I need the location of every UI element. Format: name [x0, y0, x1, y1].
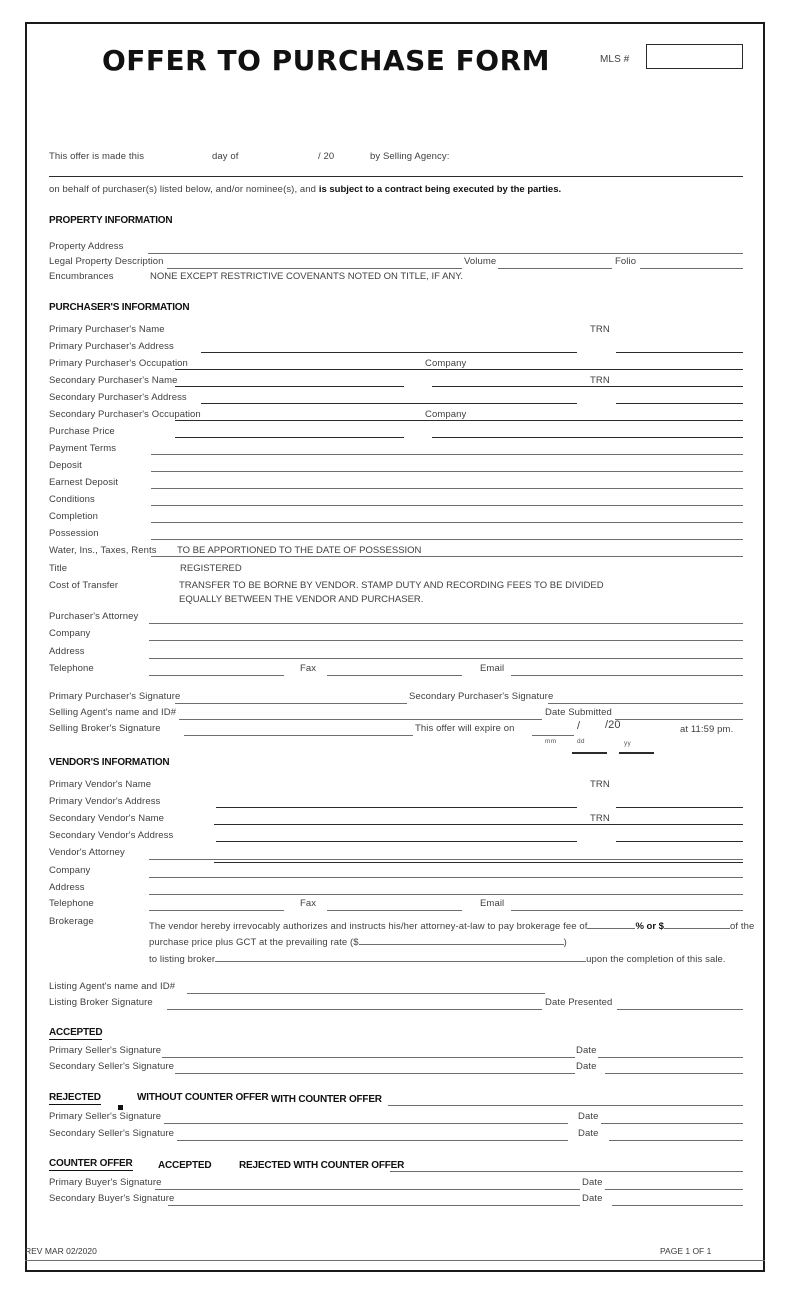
brokerage-text-2a: purchase price plus GCT at the prevailing rate ($ — [149, 937, 359, 948]
deposit-input[interactable] — [151, 488, 743, 489]
rejected-secondary-date-input[interactable] — [609, 1140, 743, 1141]
rejected-primary-date-input[interactable] — [601, 1123, 743, 1124]
purchaser-attorney-label: Purchaser's Attorney — [49, 611, 139, 622]
year-label: / 20 — [318, 151, 335, 162]
selling-broker-signature-label: Selling Broker's Signature — [49, 723, 161, 734]
brokerage-text-2b: ) — [563, 937, 567, 948]
primary-vendor-address-input[interactable] — [214, 824, 743, 825]
with-counter-offer-label[interactable]: WITH COUNTER OFFER — [271, 1094, 382, 1105]
expire-mm-hint: mm — [545, 738, 557, 745]
brokerage-fee-amount-input[interactable] — [664, 928, 730, 929]
counter-offer-rejected-label[interactable]: REJECTED WITH COUNTER OFFER — [239, 1160, 405, 1171]
mls-input[interactable] — [646, 44, 743, 69]
secondary-purchaser-occupation-label: Secondary Purchaser's Occupation — [49, 409, 201, 420]
completion-label: Completion — [49, 511, 99, 522]
brokerage-clause-line3 — [149, 949, 726, 967]
folio-input[interactable] — [640, 268, 743, 269]
vendor-email-input[interactable] — [511, 910, 743, 911]
legal-description-label: Legal Property Description — [49, 256, 164, 267]
primary-purchaser-company-input[interactable] — [432, 386, 743, 387]
vendor-fax-label: Fax — [300, 898, 317, 909]
secondary-purchaser-trn-label: TRN — [590, 375, 610, 386]
vendor-information-heading: VENDOR'S INFORMATION — [49, 757, 170, 768]
date-presented-label: Date Presented — [545, 997, 613, 1008]
water-taxes-value: TO BE APPORTIONED TO THE DATE OF POSSESSION — [177, 545, 422, 556]
deposit-label: Deposit — [49, 460, 82, 471]
selling-agent-input[interactable] — [179, 719, 542, 720]
title-label: Title — [49, 563, 68, 574]
secondary-vendor-trn-label: TRN — [590, 813, 610, 824]
brokerage-text-3a: to listing broker — [149, 954, 216, 965]
secondary-purchaser-signature-input[interactable] — [548, 703, 743, 704]
purchaser-fax-label: Fax — [300, 663, 317, 674]
conditions-label: Conditions — [49, 494, 95, 505]
listing-broker-signature-label: Listing Broker Signature — [49, 997, 153, 1008]
brokerage-gct-input[interactable] — [359, 944, 564, 945]
counter-primary-buyer-signature-label: Primary Buyer's Signature — [49, 1177, 162, 1188]
property-address-label: Property Address — [49, 241, 124, 252]
folio-label: Folio — [615, 256, 637, 267]
purchaser-address-input[interactable] — [149, 658, 743, 659]
vendor-email-label: Email — [480, 898, 505, 909]
brokerage-text-1a: The vendor hereby irrevocably authorizes and instructs his/her attorney-at-law to pay brokerage fee of — [149, 921, 588, 932]
brokerage-clause-line2 — [149, 932, 567, 950]
accepted-heading: ACCEPTED — [49, 1027, 103, 1038]
completion-input[interactable] — [151, 539, 743, 540]
secondary-vendor-name-label: Secondary Vendor's Name — [49, 813, 165, 824]
purchaser-information-heading: PURCHASER'S INFORMATION — [49, 302, 190, 313]
encumbrances-label: Encumbrances — [49, 271, 114, 282]
listing-agent-label: Listing Agent's name and ID# — [49, 981, 176, 992]
purchaser-email-label: Email — [480, 663, 505, 674]
primary-purchaser-occupation-label: Primary Purchaser's Occupation — [49, 358, 188, 369]
counter-offer-input[interactable] — [390, 1171, 743, 1172]
purchaser-company-input[interactable] — [149, 640, 743, 641]
counter-secondary-date-label: Date — [582, 1193, 603, 1204]
rejected-secondary-date-label: Date — [578, 1128, 599, 1139]
secondary-purchaser-signature-label: Secondary Purchaser's Signature — [409, 691, 554, 702]
vendor-company-label: Company — [49, 865, 91, 876]
secondary-purchaser-company-label: Company — [425, 409, 467, 420]
mls-label: MLS # — [600, 54, 630, 65]
brokerage-text-1b: % or $ — [635, 921, 664, 932]
listing-broker-name-input[interactable] — [215, 961, 586, 962]
rejected-primary-date-label: Date — [578, 1111, 599, 1122]
offer-made-label: This offer is made this — [49, 151, 145, 162]
property-address-input[interactable] — [148, 253, 743, 254]
primary-purchaser-company-label: Company — [425, 358, 467, 369]
accepted-primary-date-input[interactable] — [598, 1057, 743, 1058]
counter-secondary-buyer-signature-input[interactable] — [168, 1205, 580, 1206]
footer-rule — [25, 1260, 765, 1261]
water-taxes-label: Water, Ins., Taxes, Rents — [49, 545, 157, 556]
payment-terms-label: Payment Terms — [49, 443, 117, 454]
vendor-address-label: Address — [49, 882, 85, 893]
rejected-heading: REJECTED — [49, 1092, 101, 1103]
cost-of-transfer-value-line2: EQUALLY BETWEEN THE VENDOR AND PURCHASER. — [179, 594, 424, 605]
accepted-secondary-seller-signature-label: Secondary Seller's Signature — [49, 1061, 175, 1072]
cost-of-transfer-label: Cost of Transfer — [49, 580, 119, 591]
selling-agency-rule[interactable] — [49, 176, 743, 177]
secondary-vendor-address-input[interactable] — [214, 862, 743, 863]
primary-purchaser-name-label: Primary Purchaser's Name — [49, 324, 165, 335]
cost-of-transfer-value-line1: TRANSFER TO BE BORNE BY VENDOR. STAMP DUTY AND RECORDING FEES TO BE DIVIDED — [179, 580, 604, 591]
secondary-purchaser-company-input[interactable] — [432, 437, 743, 438]
vendor-telephone-input[interactable] — [149, 910, 284, 911]
purchaser-email-input[interactable] — [511, 675, 743, 676]
footer-revision: REV MAR 02/2020 — [25, 1246, 97, 1256]
secondary-vendor-trn-input[interactable] — [616, 841, 743, 842]
primary-purchaser-address-label: Primary Purchaser's Address — [49, 341, 174, 352]
counter-primary-date-input[interactable] — [605, 1189, 743, 1190]
accepted-primary-date-label: Date — [576, 1045, 597, 1056]
primary-purchaser-trn-label: TRN — [590, 324, 610, 335]
counter-primary-date-label: Date — [582, 1177, 603, 1188]
primary-vendor-address-label: Primary Vendor's Address — [49, 796, 161, 807]
accepted-primary-seller-signature-label: Primary Seller's Signature — [49, 1045, 162, 1056]
accepted-primary-seller-signature-input[interactable] — [162, 1057, 575, 1058]
secondary-purchaser-occupation-input[interactable] — [175, 437, 404, 438]
expire-yy-input[interactable] — [619, 752, 654, 754]
purchaser-attorney-input[interactable] — [149, 623, 743, 624]
with-counter-offer-input[interactable] — [388, 1105, 743, 1106]
earnest-deposit-input[interactable] — [151, 505, 743, 506]
listing-agent-input[interactable] — [187, 993, 545, 994]
expire-dd-input[interactable] — [572, 752, 607, 754]
vendor-address-input[interactable] — [149, 894, 743, 895]
secondary-purchaser-name-input[interactable] — [201, 403, 577, 404]
date-presented-input[interactable] — [617, 1009, 743, 1010]
encumbrances-value: NONE EXCEPT RESTRICTIVE COVENANTS NOTED ON TITLE, IF ANY. — [150, 271, 464, 282]
expire-yy-hint: yy — [624, 740, 632, 747]
counter-primary-buyer-signature-input[interactable] — [155, 1189, 580, 1190]
expire-slash-1: / — [577, 720, 581, 732]
selling-agent-label: Selling Agent's name and ID# — [49, 707, 177, 718]
possession-label: Possession — [49, 528, 99, 539]
secondary-vendor-address-label: Secondary Vendor's Address — [49, 830, 174, 841]
counter-secondary-date-input[interactable] — [612, 1205, 743, 1206]
primary-vendor-name-label: Primary Vendor's Name — [49, 779, 152, 790]
primary-vendor-trn-input[interactable] — [616, 807, 743, 808]
title-value: REGISTERED — [180, 563, 242, 574]
secondary-purchaser-trn-input[interactable] — [616, 403, 743, 404]
primary-purchaser-occupation-input[interactable] — [175, 386, 404, 387]
purchaser-telephone-input[interactable] — [149, 675, 284, 676]
conditions-input[interactable] — [151, 522, 743, 523]
expire-time-label: at 11:59 pm. — [680, 724, 734, 735]
listing-broker-signature-input[interactable] — [167, 1009, 542, 1010]
primary-vendor-name-input[interactable] — [216, 807, 577, 808]
selling-broker-signature-input[interactable] — [184, 735, 413, 736]
brokerage-fee-percent-input[interactable] — [587, 928, 635, 929]
legal-description-input[interactable] — [167, 268, 462, 269]
purchase-price-input[interactable] — [151, 454, 743, 455]
primary-vendor-trn-label: TRN — [590, 779, 610, 790]
footer-page-number: PAGE 1 OF 1 — [660, 1246, 712, 1256]
payment-terms-input[interactable] — [151, 471, 743, 472]
expire-year-prefix: /20 — [605, 719, 621, 731]
selling-agency-label: by Selling Agency: — [370, 151, 450, 162]
secondary-purchaser-address-label: Secondary Purchaser's Address — [49, 392, 187, 403]
date-submitted-input[interactable] — [615, 719, 743, 720]
secondary-purchaser-name-label: Secondary Purchaser's Name — [49, 375, 178, 386]
primary-purchaser-trn-input[interactable] — [616, 352, 743, 353]
day-of-label: day of — [212, 151, 239, 162]
brokerage-text-1c: of the — [729, 921, 755, 932]
expire-dd-hint: dd — [577, 738, 585, 745]
brokerage-label: Brokerage — [49, 916, 94, 927]
secondary-vendor-name-input[interactable] — [216, 841, 577, 842]
volume-label: Volume — [464, 256, 497, 267]
offer-expire-label: This offer will expire on — [415, 723, 515, 734]
counter-secondary-buyer-signature-label: Secondary Buyer's Signature — [49, 1193, 175, 1204]
vendor-attorney-input[interactable] — [149, 859, 743, 860]
on-behalf-text: on behalf of purchaser(s) listed below, and/or nominee(s), and — [49, 184, 319, 195]
rejected-secondary-seller-signature-input[interactable] — [177, 1140, 568, 1141]
counter-offer-heading: COUNTER OFFER — [49, 1158, 133, 1169]
vendor-telephone-label: Telephone — [49, 898, 94, 909]
purchaser-address-label: Address — [49, 646, 85, 657]
expire-mm-input[interactable] — [532, 735, 574, 736]
brokerage-text-3b: upon the completion of this sale. — [586, 954, 726, 965]
vendor-attorney-label: Vendor's Attorney — [49, 847, 125, 858]
rejected-primary-seller-signature-input[interactable] — [164, 1123, 568, 1124]
vendor-company-input[interactable] — [149, 877, 743, 878]
accepted-secondary-date-input[interactable] — [605, 1073, 743, 1074]
primary-purchaser-signature-input[interactable] — [175, 703, 407, 704]
purchaser-fax-input[interactable] — [327, 675, 462, 676]
volume-input[interactable] — [498, 268, 612, 269]
counter-offer-accepted-label[interactable]: ACCEPTED — [158, 1160, 212, 1171]
rejected-secondary-seller-signature-label: Secondary Seller's Signature — [49, 1128, 175, 1139]
possession-input[interactable] — [151, 556, 743, 557]
purchase-price-label: Purchase Price — [49, 426, 115, 437]
accepted-secondary-date-label: Date — [576, 1061, 597, 1072]
vendor-fax-input[interactable] — [327, 910, 462, 911]
purchaser-company-label: Company — [49, 628, 91, 639]
accepted-secondary-seller-signature-input[interactable] — [175, 1073, 575, 1074]
property-information-heading: PROPERTY INFORMATION — [49, 215, 173, 226]
primary-purchaser-name-input[interactable] — [201, 352, 577, 353]
date-submitted-label: Date Submitted — [545, 707, 612, 718]
rejected-primary-seller-signature-label: Primary Seller's Signature — [49, 1111, 162, 1122]
subject-to-contract-bold: is subject to a contract being executed by the parties. — [318, 184, 562, 195]
subject-to-contract-line — [49, 179, 561, 197]
form-page — [25, 22, 765, 1272]
page-title: OFFER TO PURCHASE FORM — [102, 44, 551, 77]
earnest-deposit-label: Earnest Deposit — [49, 477, 119, 488]
secondary-purchaser-address-input[interactable] — [175, 420, 743, 421]
primary-purchaser-signature-label: Primary Purchaser's Signature — [49, 691, 181, 702]
primary-purchaser-address-input[interactable] — [175, 369, 743, 370]
purchaser-telephone-label: Telephone — [49, 663, 94, 674]
without-counter-offer-label[interactable]: WITHOUT COUNTER OFFER — [137, 1092, 269, 1103]
